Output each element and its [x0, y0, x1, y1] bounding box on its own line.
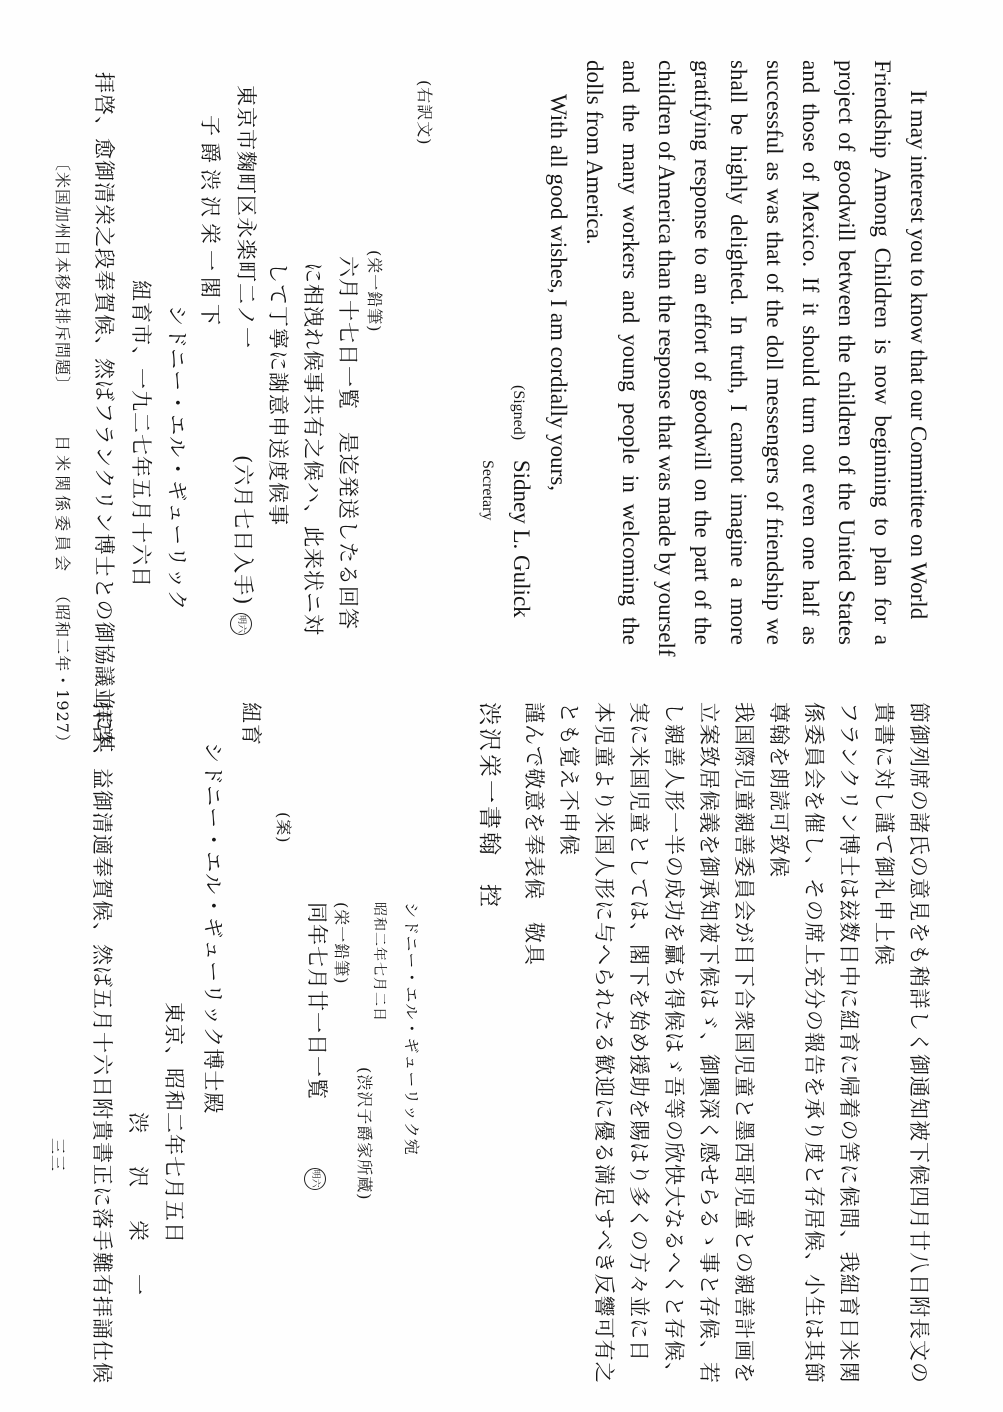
reply-line: し親善人形一半の成功を贏ち得候はゞ吾等の欣快大なるへくと存候、	[662, 702, 686, 1384]
reply-line: 貴書に対し謹て御礼申上候	[872, 702, 896, 966]
reply-line: 立案致居候義を御承知被下候はゞ、御興深く感せらるゝ事と存候、若	[697, 702, 721, 1384]
letter-line: successful as was that of the doll messengers of friendship we	[762, 60, 787, 645]
letter-line: project of goodwill between the children of the United States	[834, 60, 859, 645]
place: 紐育	[239, 702, 263, 746]
stamp-icon: 明六	[305, 1168, 327, 1190]
reply-line: 尊翰を朗読可致候	[767, 702, 791, 878]
reply-line: 実に米国児童としては、閣下を始め援助を賜はり多くの方々並に日	[627, 702, 651, 1362]
reply-line: 節御列席の諸氏の意見をも稍詳しく御通知被下候四月廿八日附長文の	[907, 702, 931, 1384]
draft-label: (案)	[274, 812, 293, 844]
letter-line: and the many workers and young people in welcoming the	[618, 60, 643, 645]
archive-note: (渋沢子爵家所蔵)	[355, 1067, 374, 1201]
reply-line: フランクリン博士は玆数日中に紐育に帰着の筈に候間、我紐育日米関	[837, 702, 861, 1384]
pencil-note: 同年七月廿一日一覧	[305, 902, 329, 1100]
letter-line: gratifying response to an effort of goodwill on the part of the	[690, 60, 715, 645]
reply-line: 本児童より米国人形に与へられたる歓迎に優る満足すべき反響可有之	[592, 702, 616, 1384]
letter-title: 渋沢栄一書翰 控	[476, 702, 502, 910]
sender: シドニー・エル・ギューリック	[165, 305, 189, 612]
letter-line: and those of Mexico. If it should turn out even one half as	[798, 60, 823, 645]
sender-name: 渋 沢 栄 一	[126, 1112, 150, 1301]
organization: 日米関係委員会	[53, 435, 72, 576]
letter-line: dolls from America.	[582, 60, 607, 245]
letter-line: It may interest you to know that our Committee on World	[906, 90, 931, 620]
letter-line: shall be highly delighted. In truth, I cannot imagine a more	[726, 60, 751, 645]
recipient: シドニー・エル・ギューリック宛	[402, 902, 421, 1156]
era: （昭和二年・1927）	[53, 587, 72, 751]
addressee: シドニー・エル・ギューリック博士殿	[201, 742, 225, 1115]
stamp-icon: 明六	[231, 613, 253, 635]
address: 東京市麴町区永楽町二ノ一	[234, 85, 258, 349]
place-date: 紐育市、一九二七年五月十六日	[129, 280, 153, 588]
pencil-note: に相洩れ候事共有之候ハ、此来状ニ対	[301, 262, 325, 636]
pencil-note-author: (栄一鉛筆)	[365, 250, 384, 333]
pencil-note: して丁寧に謝意申送度候事	[266, 262, 290, 526]
final-line: 拝啓、益御清適奉賀候、然ば五月十六日附貴書正に落手難有拝誦仕候	[90, 702, 114, 1384]
addressee: 子爵渋沢栄一閣下	[198, 115, 222, 331]
reply-line: 謹んで敬意を奉表候 敬具	[522, 702, 546, 966]
received-date: (六月七日入手)	[231, 455, 255, 606]
sender-date: 東京、昭和二年七月五日	[162, 1002, 186, 1244]
reply-line: とも覚え不申候	[557, 702, 581, 856]
letter-date: 昭和二年七月二日	[371, 902, 387, 1022]
salutation: 拝啓、愈御清栄之段奉賀候、然ばフランクリン博士との御協議並に其	[92, 72, 116, 754]
translation-heading: (右訳文)	[415, 80, 434, 146]
signature: Sidney L. Gulick	[509, 459, 534, 618]
page-number: 三三	[48, 1138, 67, 1173]
reply-line: 我国際児童親善委員会が目下合衆国児童と墨西哥児童との親善計画を	[732, 702, 756, 1384]
source-title: 〔米国加州日本移民排斥問題〕	[53, 155, 72, 394]
letter-line: children of America than the response that was made by yourself	[654, 60, 679, 657]
signed-label: (Signed)	[510, 385, 527, 441]
signature-title: Secretary	[479, 460, 496, 521]
pencil-note-author: (栄一鉛筆)	[332, 902, 351, 985]
pencil-note: 六月十七日一覧 是迄発送したる回答	[336, 256, 360, 630]
letter-line: Friendship Among Children is now beginning to plan for a	[870, 60, 895, 645]
letter-closing: With all good wishes, I am cordially yours,	[546, 94, 571, 492]
reply-line: 係委員会を催し、その席上充分の報告を承り度と存居候、小生は其節	[802, 702, 826, 1384]
